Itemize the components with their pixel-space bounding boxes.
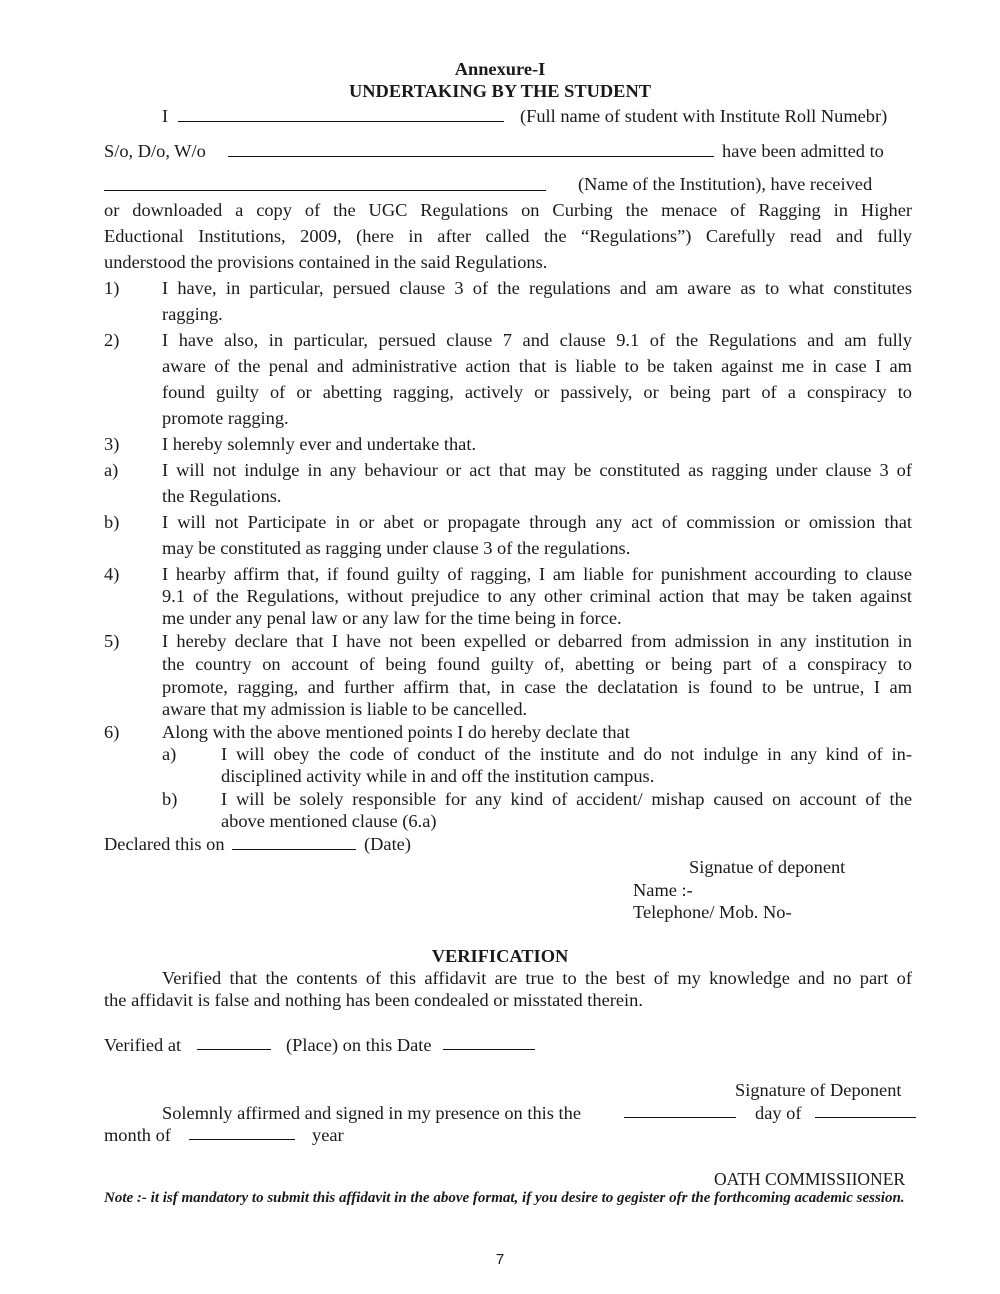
item-number: 4) xyxy=(104,564,120,584)
item-line: promote, ragging, and further affirm that, in case the declatation is found to be untrue, I am xyxy=(162,677,912,697)
item-line: aware of the penal and administrative action that is liable to be taken against me in case I am xyxy=(162,356,912,376)
item-line: I hearby affirm that, if found guilty of ragging, I am liable for punishment accourding to clause xyxy=(162,564,912,584)
annexure-label: Annexure-I xyxy=(454,59,546,79)
item-number: 6) xyxy=(104,722,120,742)
admitted-text: have been admitted to xyxy=(722,141,884,161)
solemnly-affirmed-text: Solemnly affirmed and signed in my presence on this the xyxy=(162,1103,581,1123)
item-line: may be constituted as ragging under clause 3 of the regulations. xyxy=(162,538,631,558)
intro-paragraph-line: understood the provisions contained in the said Regulations. xyxy=(104,252,548,272)
item-number: b) xyxy=(104,512,120,532)
deponent-signature-label: Signature of Deponent xyxy=(735,1080,902,1100)
month-day-blank xyxy=(815,1117,916,1118)
day-blank xyxy=(624,1117,736,1118)
subitem-number: b) xyxy=(162,789,178,809)
verification-line: Verified that the contents of this affidavit are true to the best of my knowledge and no part of xyxy=(162,968,912,988)
institution-name-blank xyxy=(104,190,546,191)
item-line: aware that my admission is liable to be cancelled. xyxy=(162,699,528,719)
item-number: 5) xyxy=(104,631,120,651)
intro-paragraph-line: or downloaded a copy of the UGC Regulations on Curbing the menace of Ragging in Higher xyxy=(104,200,912,220)
deponent-phone-label: Telephone/ Mob. No- xyxy=(633,902,792,922)
student-name-blank xyxy=(178,121,504,122)
month-of-label: month of xyxy=(104,1125,171,1145)
oath-commissioner-label: OATH COMMISSIIONER xyxy=(714,1169,906,1189)
verified-at-label: Verified at xyxy=(104,1035,182,1055)
verify-date-blank xyxy=(443,1049,535,1050)
year-label: year xyxy=(312,1125,344,1145)
item-number: 2) xyxy=(104,330,120,350)
declared-date-hint: (Date) xyxy=(364,834,411,854)
item-line: I hereby declare that I have not been expelled or debarred from admission in any institution in xyxy=(162,631,912,651)
declared-label: Declared this on xyxy=(104,834,225,854)
item-line: the Regulations. xyxy=(162,486,282,506)
item-line: me under any penal law or any law for the time being in force. xyxy=(162,608,622,628)
item-line: I hereby solemnly ever and undertake that. xyxy=(162,434,477,454)
parent-name-blank xyxy=(228,156,714,157)
declared-date-blank xyxy=(232,849,356,850)
place-date-label: (Place) on this Date xyxy=(286,1035,432,1055)
item-number: 1) xyxy=(104,278,120,298)
verification-title: VERIFICATION xyxy=(431,946,569,966)
item-line: ragging. xyxy=(162,304,223,324)
subitem-line: I will obey the code of conduct of the institute and do not indulge in any kind of in- xyxy=(221,744,912,764)
relation-label: S/o, D/o, W/o xyxy=(104,141,206,161)
item-line: the country on account of being found guilty of, abetting or being part of a conspiracy to xyxy=(162,654,912,674)
deponent-name-label: Name :- xyxy=(633,880,693,900)
page-number: 7 xyxy=(495,1251,505,1268)
item-line: Along with the above mentioned points I do hereby declate that xyxy=(162,722,630,742)
note-text: Note :- it isf mandatory to submit this affidavit in the above format, if you desire to gegister ofr the forthcoming academic session. xyxy=(104,1190,905,1206)
i-label: I xyxy=(162,106,169,126)
item-number: a) xyxy=(104,460,119,480)
item-line: found guilty of or abetting ragging, actively or passively, or being part of a conspiracy to xyxy=(162,382,912,402)
student-name-hint: (Full name of student with Institute Roll Numebr) xyxy=(520,106,888,126)
document-title: UNDERTAKING BY THE STUDENT xyxy=(348,81,651,101)
deponent-signature-label: Signatue of deponent xyxy=(689,857,846,877)
item-line: I will not indulge in any behaviour or act that may be constituted as ragging under clause 3 of xyxy=(162,460,912,480)
day-of-label: day of xyxy=(755,1103,802,1123)
item-line: I have also, in particular, persued clause 7 and clause 9.1 of the Regulations and am fully xyxy=(162,330,912,350)
subitem-line: disciplined activity while in and off the institution campus. xyxy=(221,766,655,786)
subitem-line: above mentioned clause (6.a) xyxy=(221,811,437,831)
item-line: 9.1 of the Regulations, without prejudice to any other criminal action that may be taken against xyxy=(162,586,912,606)
month-blank xyxy=(189,1139,295,1140)
institution-hint: (Name of the Institution), have received xyxy=(578,174,873,194)
place-blank xyxy=(197,1049,271,1050)
item-line: I have, in particular, persued clause 3 of the regulations and am aware as to what constitutes xyxy=(162,278,912,298)
item-line: promote ragging. xyxy=(162,408,289,428)
intro-paragraph-line: Eductional Institutions, 2009, (here in after called the “Regulations”) Carefully read and fully xyxy=(104,226,912,246)
item-line: I will not Participate in or abet or propagate through any act of commission or omission that xyxy=(162,512,912,532)
verification-line: the affidavit is false and nothing has been condealed or misstated therein. xyxy=(104,990,643,1010)
subitem-number: a) xyxy=(162,744,177,764)
item-number: 3) xyxy=(104,434,120,454)
subitem-line: I will be solely responsible for any kind of accident/ mishap caused on account of the xyxy=(221,789,912,809)
